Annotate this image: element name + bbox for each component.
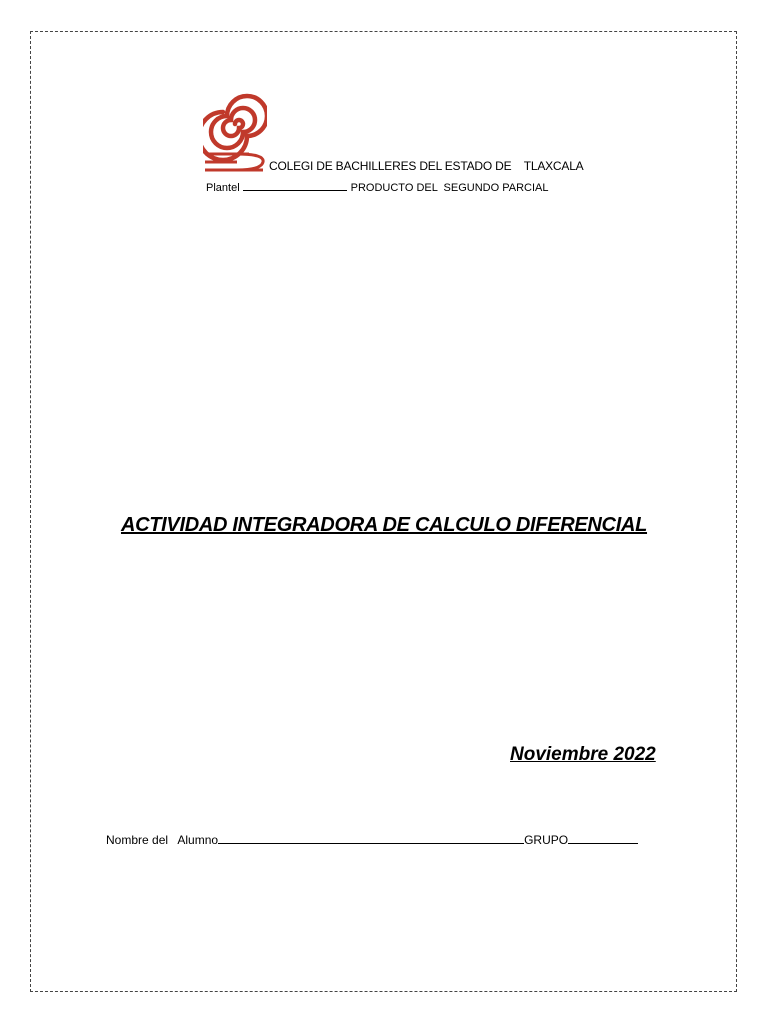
cobat-spiral-logo-icon bbox=[203, 90, 267, 174]
product-label: PRODUCTO DEL SEGUNDO PARCIAL bbox=[350, 182, 549, 194]
group-label: GRUPO bbox=[524, 833, 569, 847]
student-info-line bbox=[106, 832, 638, 847]
plantel-blank bbox=[243, 180, 347, 191]
student-name-label: Nombre del Alumno bbox=[106, 833, 219, 847]
page-border bbox=[30, 31, 737, 992]
plantel-line bbox=[206, 180, 548, 194]
document-date: Noviembre 2022 bbox=[510, 744, 656, 765]
group-blank bbox=[568, 832, 638, 844]
plantel-label: Plantel bbox=[206, 182, 240, 194]
document-title: ACTIVIDAD INTEGRADORA DE CALCULO DIFERENCIAL bbox=[120, 514, 648, 536]
institution-name: COLEGI DE BACHILLERES DEL ESTADO DE TLAXCALA bbox=[269, 159, 584, 173]
student-name-blank bbox=[218, 832, 524, 844]
